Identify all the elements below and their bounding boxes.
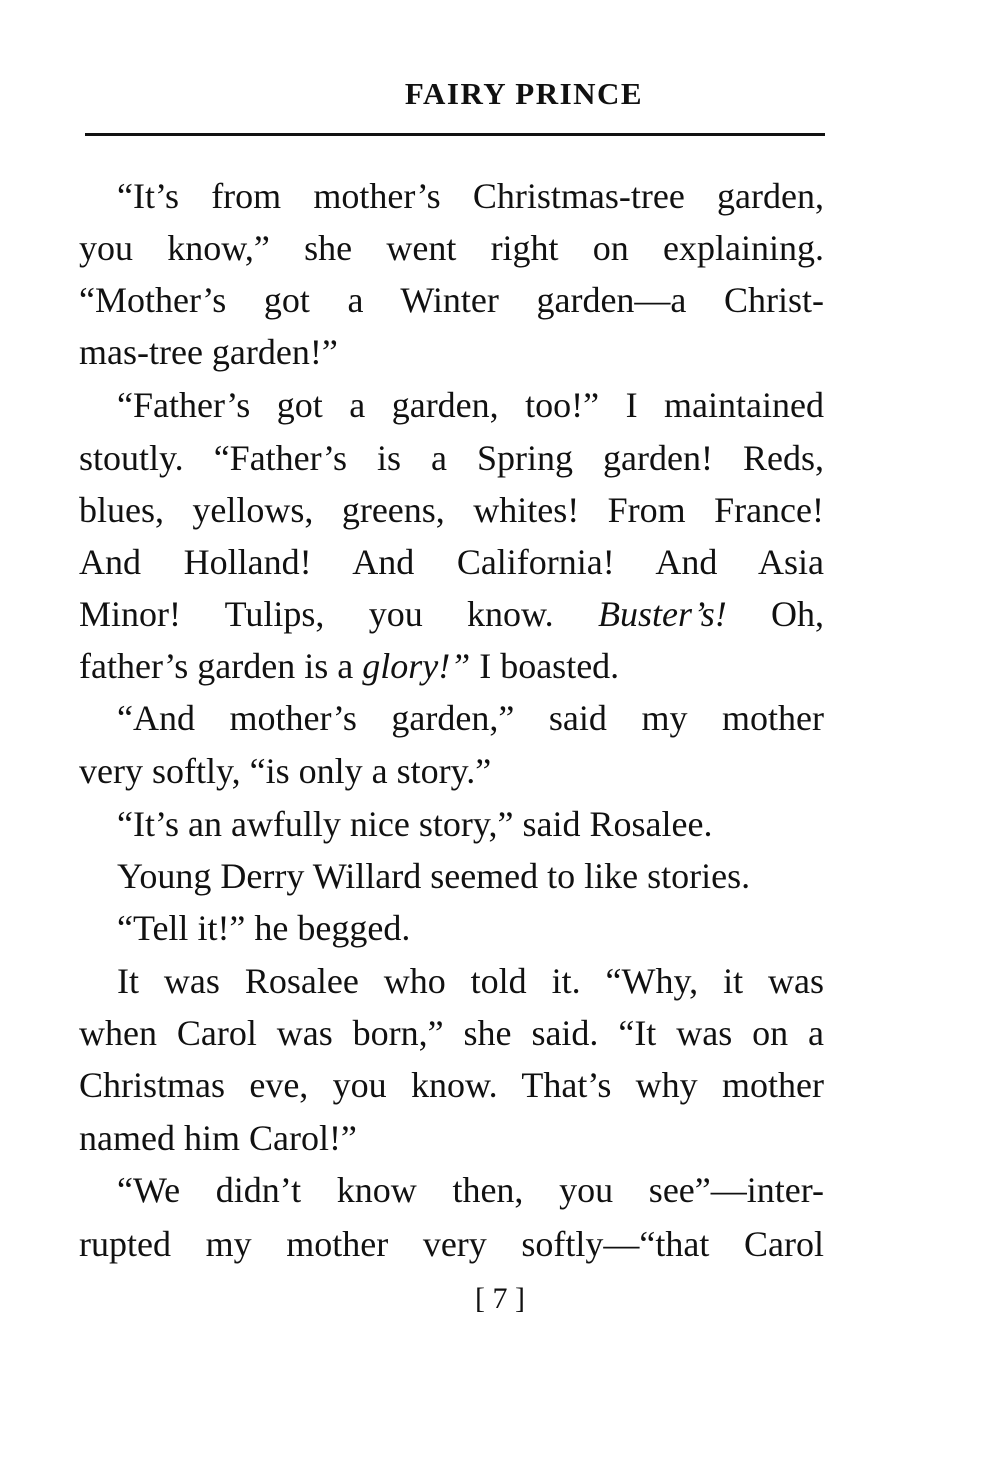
text-line: It was Rosalee who told it. “Why, it was <box>117 961 824 1001</box>
text-line: very softly, “is only a story.” <box>79 751 492 791</box>
text-segment: Minor! Tulips, you know. <box>79 594 554 634</box>
header-rule <box>85 133 825 136</box>
text-line: “It’s from mother’s Christmas-tree garden, <box>117 176 824 216</box>
text-line: Christmas eve, you know. That’s why mother <box>79 1065 824 1105</box>
text-line <box>79 592 824 636</box>
text-line: Young Derry Willard seemed to like stories. <box>117 856 751 896</box>
text-line: “Mother’s got a Winter garden—a Christ- <box>79 280 824 320</box>
text-line: mas-tree garden!” <box>79 332 338 372</box>
text-line: when Carol was born,” she said. “It was on a <box>79 1013 824 1053</box>
page-number: [ 7 ] <box>475 1282 525 1315</box>
italic-text: Buster’s! <box>598 594 727 634</box>
italic-text: glory!” <box>362 646 471 686</box>
text-line: “Father’s got a garden, too!” I maintained <box>117 385 824 425</box>
running-header: FAIRY PRINCE <box>404 76 644 111</box>
text-segment: father’s garden is a <box>79 646 354 686</box>
text-line <box>79 644 824 688</box>
text-segment: I boasted. <box>479 646 620 686</box>
text-line: “And mother’s garden,” said my mother <box>117 698 824 738</box>
text-line: “It’s an awfully nice story,” said Rosalee. <box>117 804 713 844</box>
text-line: stoutly. “Father’s is a Spring garden! Reds, <box>79 438 824 478</box>
text-line: named him Carol!” <box>79 1118 357 1158</box>
text-line: And Holland! And California! And Asia <box>79 542 824 582</box>
text-line: “We didn’t know then, you see”—inter- <box>117 1170 824 1210</box>
text-line: you know,” she went right on explaining. <box>79 228 824 268</box>
text-segment: Oh, <box>771 594 825 634</box>
text-line: rupted my mother very softly—“that Carol <box>79 1224 824 1264</box>
text-line: blues, yellows, greens, whites! From France! <box>79 490 824 530</box>
text-line: “Tell it!” he begged. <box>117 908 411 948</box>
